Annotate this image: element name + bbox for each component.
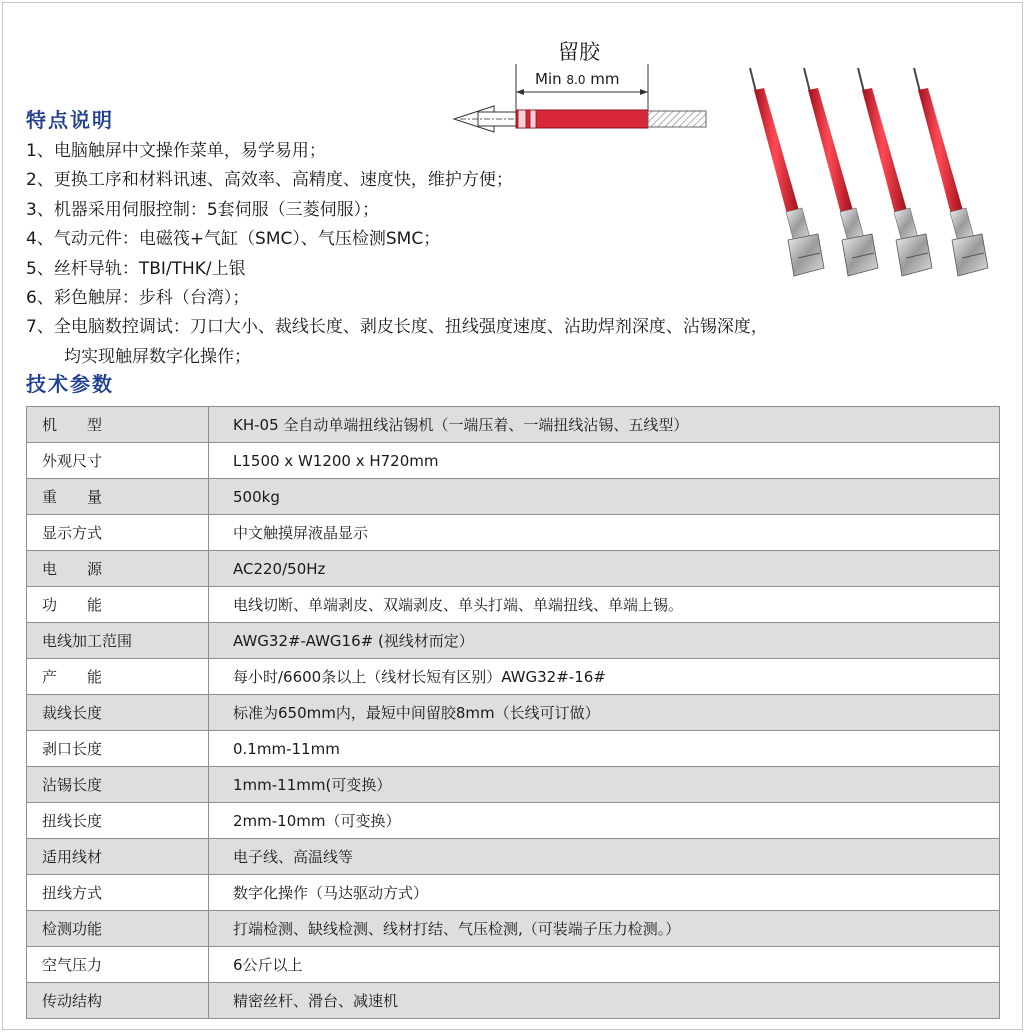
spec-label: 检测功能 xyxy=(27,911,209,947)
wire-diagram xyxy=(450,30,720,140)
spec-label: 电 源 xyxy=(27,551,209,587)
spec-label: 产 能 xyxy=(27,659,209,695)
table-row xyxy=(27,695,1000,731)
arrow-right xyxy=(640,89,648,95)
features-title: 特点说明 xyxy=(26,108,114,132)
spec-value: L1500 x W1200 x H720mm xyxy=(209,443,1000,479)
table-row xyxy=(27,983,1000,1019)
spec-label: 适用线材 xyxy=(27,839,209,875)
feature-item-7: 7、全电脑数控调试：刀口大小、裁线长度、剥皮长度、扭线强度速度、沾助焊剂深度、沾锡深度， xyxy=(26,317,768,338)
table-row xyxy=(27,587,1000,623)
table-row xyxy=(27,911,1000,947)
spec-label: 传动结构 xyxy=(27,983,209,1019)
table-row xyxy=(27,947,1000,983)
spec-label: 沾锡长度 xyxy=(27,767,209,803)
spec-label: 裁线长度 xyxy=(27,695,209,731)
table-row xyxy=(27,767,1000,803)
spec-value: AC220/50Hz xyxy=(209,551,1000,587)
table-row xyxy=(27,875,1000,911)
table-row xyxy=(27,551,1000,587)
spec-label: 外观尺寸 xyxy=(27,443,209,479)
spec-value: 2mm-10mm（可变换） xyxy=(209,803,1000,839)
feature-item-1: 1、电脑触屏中文操作菜单，易学易用； xyxy=(26,141,326,161)
specs-table xyxy=(26,406,1000,1019)
diagram-title: 留胶 xyxy=(558,40,600,64)
spec-label: 空气压力 xyxy=(27,947,209,983)
spec-value: 中文触摸屏液晶显示 xyxy=(209,515,1000,551)
table-row xyxy=(27,623,1000,659)
spec-label: 机 型 xyxy=(27,407,209,443)
spec-value: 0.1mm-11mm xyxy=(209,731,1000,767)
arrow-left xyxy=(516,89,524,95)
specs-title: 技术参数 xyxy=(26,372,114,396)
feature-item-5: 5、丝杆导轨：TBI/THK/上银 xyxy=(26,258,246,279)
spec-value: 数字化操作（马达驱动方式） xyxy=(209,875,1000,911)
min-unit: mm xyxy=(590,70,620,88)
spec-value: 1mm-11mm(可变换） xyxy=(209,767,1000,803)
table-row xyxy=(27,479,1000,515)
table-row xyxy=(27,839,1000,875)
min-value: 8.0 xyxy=(566,73,586,87)
features-list xyxy=(26,137,1006,372)
spec-value: 6公斤以上 xyxy=(209,947,1000,983)
spec-label: 功 能 xyxy=(27,587,209,623)
spec-label: 重 量 xyxy=(27,479,209,515)
spec-value: AWG32#-AWG16# (视线材而定） xyxy=(209,623,1000,659)
spec-value: 打端检测、缺线检测、线材打结、气压检测,（可装端子压力检测。） xyxy=(209,911,1000,947)
spec-value: 电线切断、单端剥皮、双端剥皮、单头打端、单端扭线、单端上锡。 xyxy=(209,587,1000,623)
feature-item-7-continuation: 均实现触屏数字化操作； xyxy=(64,346,251,367)
table-row xyxy=(27,515,1000,551)
feature-item-6: 6、彩色触屏：步科（台湾）； xyxy=(26,288,250,309)
spec-label: 显示方式 xyxy=(27,515,209,551)
table-row xyxy=(27,803,1000,839)
table-row xyxy=(27,407,1000,443)
spec-value: 精密丝杆、滑台、减速机 xyxy=(209,983,1000,1019)
feature-item-3: 3、机器采用伺服控制：5套伺服（三菱伺服）； xyxy=(26,199,380,220)
min-text: Min xyxy=(535,70,562,88)
spec-value: 标准为650mm内，最短中间留胶8mm（长线可订做） xyxy=(209,695,1000,731)
feature-item-4: 4、气动元件：电磁筏+气缸（SMC）、气压检测SMC； xyxy=(26,229,441,250)
spec-value: KH-05 全自动单端扭线沾锡机（一端压着、一端扭线沾锡、五线型） xyxy=(209,407,1000,443)
spec-label: 电线加工范围 xyxy=(27,623,209,659)
spec-value: 500kg xyxy=(209,479,1000,515)
spec-label: 剥口长度 xyxy=(27,731,209,767)
spec-value: 电子线、高温线等 xyxy=(209,839,1000,875)
spec-label: 扭线长度 xyxy=(27,803,209,839)
spec-label: 扭线方式 xyxy=(27,875,209,911)
wire-conductor xyxy=(648,111,706,127)
table-row xyxy=(27,443,1000,479)
feature-item-2: 2、更换工序和材料讯速、高效率、高精度、速度快，维护方便； xyxy=(26,170,513,191)
table-row xyxy=(27,731,1000,767)
spec-value: 每小时/6600条以上（线材长短有区别）AWG32#-16# xyxy=(209,659,1000,695)
table-row xyxy=(27,659,1000,695)
